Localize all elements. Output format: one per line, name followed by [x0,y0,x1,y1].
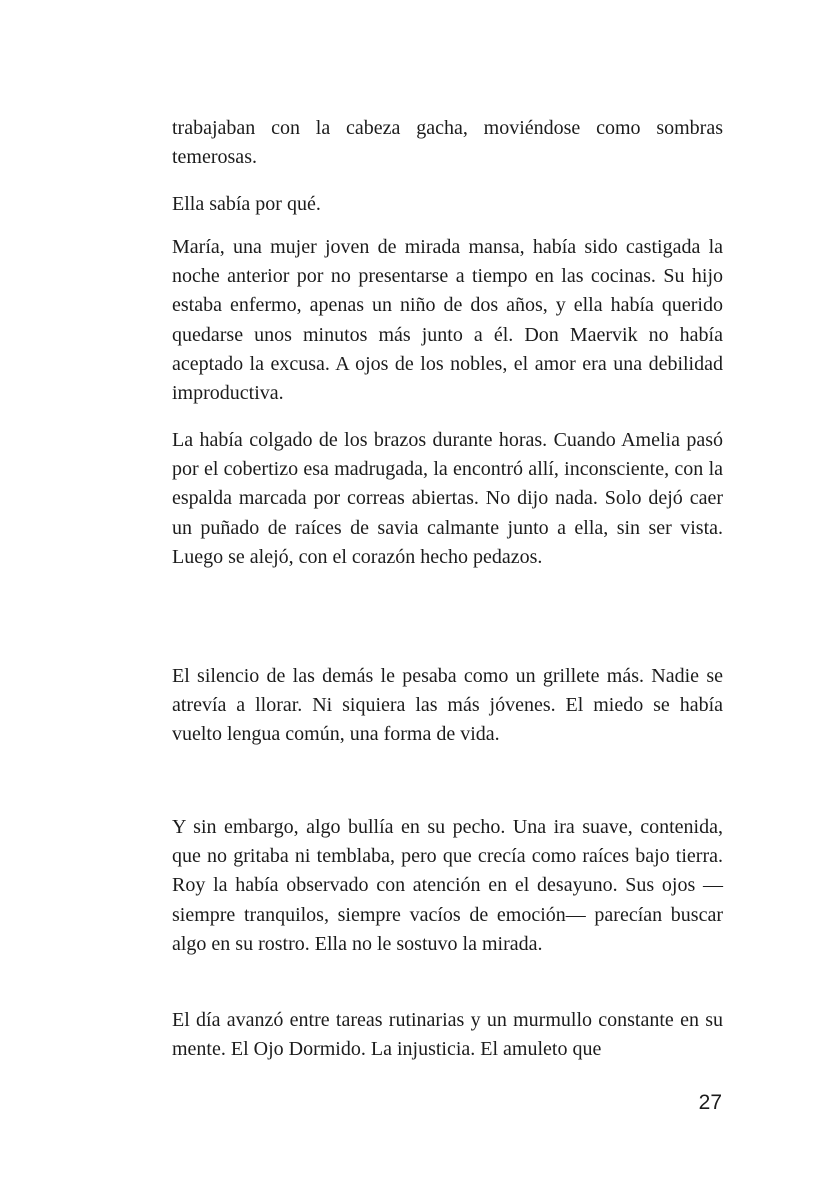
paragraph: La había colgado de los brazos durante horas. Cuando Amelia pasó por el cobertizo esa madrugada, la encontró allí, inconsciente, con la espalda marcada por correas abiertas. No dijo nada. Solo dejó caer un puñado de raíces de savia calmante junto a ella, sin ser vista. Luego se alejó, con el corazón hecho pedazos. [172,429,723,568]
page-number: 27 [698,1091,722,1114]
paragraph: Ella sabía por qué. [172,193,321,215]
paragraph: El silencio de las demás le pesaba como un grillete más. Nadie se atrevía a llorar. Ni siquiera las más jóvenes. El miedo se había vuelto lengua común, una forma de vida. [172,665,723,746]
paragraph: El día avanzó entre tareas rutinarias y un murmullo constante en su mente. El Ojo Dormido. La injusticia. El amuleto que [172,1009,723,1061]
paragraph: trabajaban con la cabeza gacha, moviéndose como sombras temerosas. [172,117,723,169]
paragraph: Y sin embargo, algo bullía en su pecho. Una ira suave, contenida, que no gritaba ni temblaba, pero que crecía como raíces bajo tierra. Roy la había observado con atención en el desayuno. Sus ojos —siempre tranquilos, siempre vacíos de emoción— parecían buscar algo en su rostro. Ella no le sostuvo la mirada. [172,816,723,955]
paragraph: María, una mujer joven de mirada mansa, había sido castigada la noche anterior por no presentarse a tiempo en las cocinas. Su hijo estaba enfermo, apenas un niño de dos años, y ella había querido quedarse unos minutos más junto a él. Don Maervik no había aceptado la excusa. A ojos de los nobles, el amor era una debilidad improductiva. [172,236,723,405]
